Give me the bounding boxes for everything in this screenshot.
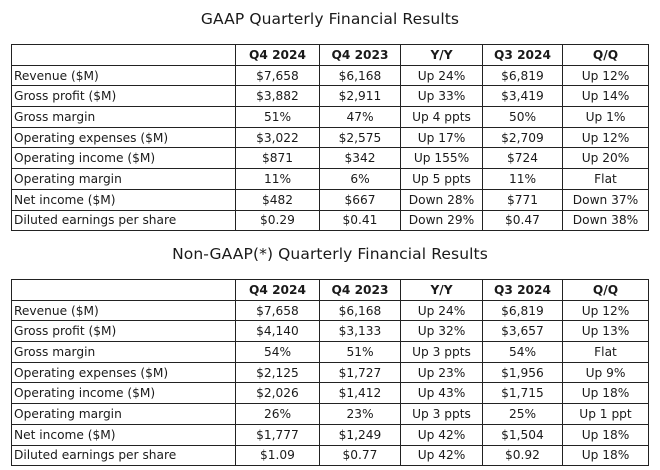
cell-q4-2024: $1,777 [236,424,320,445]
row-label: Gross margin [12,107,236,128]
table-row [12,107,649,128]
cell-q4-2024: $871 [236,148,320,169]
table-row [12,424,649,445]
cell-year-over-year: Down 28% [401,189,483,210]
cell-q4-2024: 11% [236,169,320,190]
cell-quarter-over-quarter: Flat [563,169,649,190]
row-label: Operating margin [12,169,236,190]
table-row [12,383,649,404]
column-header-quarter-over-quarter: Q/Q [563,45,649,66]
cell-q4-2023: $0.41 [320,210,401,231]
cell-year-over-year: Up 24% [401,300,483,321]
cell-year-over-year: Up 42% [401,445,483,466]
cell-q4-2024: $4,140 [236,321,320,342]
cell-quarter-over-quarter: Up 1 ppt [563,404,649,425]
row-label: Gross profit ($M) [12,321,236,342]
cell-q3-2024: 54% [483,342,563,363]
table-row [12,65,649,86]
cell-q4-2023: $2,911 [320,86,401,107]
cell-year-over-year: Up 42% [401,424,483,445]
cell-year-over-year: Down 29% [401,210,483,231]
table-row [12,342,649,363]
cell-q4-2023: $667 [320,189,401,210]
cell-year-over-year: Up 155% [401,148,483,169]
nongaap-section-title: Non-GAAP(*) Quarterly Financial Results [172,245,488,263]
table-row [12,445,649,466]
cell-q4-2024: 51% [236,107,320,128]
cell-quarter-over-quarter: Up 9% [563,362,649,383]
cell-q3-2024: $3,657 [483,321,563,342]
cell-q4-2023: 6% [320,169,401,190]
cell-q3-2024: $2,709 [483,127,563,148]
cell-q4-2023: $1,412 [320,383,401,404]
cell-quarter-over-quarter: Up 20% [563,148,649,169]
cell-q3-2024: 11% [483,169,563,190]
table-row [12,148,649,169]
cell-q3-2024: $1,715 [483,383,563,404]
cell-q4-2024: $3,882 [236,86,320,107]
cell-quarter-over-quarter: Up 18% [563,445,649,466]
cell-q3-2024: $0.92 [483,445,563,466]
cell-q4-2023: 51% [320,342,401,363]
row-label: Diluted earnings per share [12,445,236,466]
table-header-row [12,45,649,66]
cell-q4-2024: $482 [236,189,320,210]
cell-quarter-over-quarter: Up 12% [563,300,649,321]
cell-q4-2024: $0.29 [236,210,320,231]
cell-q4-2023: $6,168 [320,65,401,86]
cell-q3-2024: $1,504 [483,424,563,445]
cell-quarter-over-quarter: Flat [563,342,649,363]
cell-quarter-over-quarter: Up 18% [563,424,649,445]
cell-q4-2024: $7,658 [236,65,320,86]
row-label: Operating expenses ($M) [12,127,236,148]
cell-year-over-year: Up 24% [401,65,483,86]
row-label: Diluted earnings per share [12,210,236,231]
gaap-results-table [11,44,649,231]
cell-q3-2024: $771 [483,189,563,210]
cell-q3-2024: $1,956 [483,362,563,383]
table-row [12,362,649,383]
cell-q4-2023: $342 [320,148,401,169]
cell-quarter-over-quarter: Up 18% [563,383,649,404]
cell-quarter-over-quarter: Down 38% [563,210,649,231]
column-header-q3-2024: Q3 2024 [483,45,563,66]
column-header-q4-2023: Q4 2023 [320,280,401,301]
column-header-year-over-year: Y/Y [401,45,483,66]
cell-q4-2023: $1,727 [320,362,401,383]
cell-q4-2023: $3,133 [320,321,401,342]
table-row [12,189,649,210]
row-label: Operating income ($M) [12,148,236,169]
cell-q4-2023: $0.77 [320,445,401,466]
cell-year-over-year: Up 32% [401,321,483,342]
cell-year-over-year: Up 3 ppts [401,342,483,363]
cell-quarter-over-quarter: Down 37% [563,189,649,210]
cell-q4-2023: $1,249 [320,424,401,445]
cell-year-over-year: Up 4 ppts [401,107,483,128]
column-header-q4-2023: Q4 2023 [320,45,401,66]
column-header-q4-2024: Q4 2024 [236,45,320,66]
column-header-metric-label [12,45,236,66]
cell-q4-2023: 47% [320,107,401,128]
cell-quarter-over-quarter: Up 14% [563,86,649,107]
row-label: Revenue ($M) [12,65,236,86]
cell-q4-2024: 54% [236,342,320,363]
cell-quarter-over-quarter: Up 12% [563,127,649,148]
cell-quarter-over-quarter: Up 1% [563,107,649,128]
cell-q4-2024: 26% [236,404,320,425]
cell-year-over-year: Up 43% [401,383,483,404]
cell-q3-2024: 25% [483,404,563,425]
cell-q4-2024: $1.09 [236,445,320,466]
column-header-metric-label [12,280,236,301]
cell-q4-2024: $3,022 [236,127,320,148]
table-header-row [12,280,649,301]
column-header-q3-2024: Q3 2024 [483,280,563,301]
column-header-q4-2024: Q4 2024 [236,280,320,301]
cell-q4-2023: 23% [320,404,401,425]
cell-quarter-over-quarter: Up 13% [563,321,649,342]
column-header-year-over-year: Y/Y [401,280,483,301]
row-label: Operating income ($M) [12,383,236,404]
row-label: Operating margin [12,404,236,425]
table-row [12,321,649,342]
table-row [12,210,649,231]
row-label: Net income ($M) [12,189,236,210]
cell-q3-2024: $3,419 [483,86,563,107]
table-row [12,127,649,148]
table-row [12,86,649,107]
cell-q3-2024: $0.47 [483,210,563,231]
row-label: Gross profit ($M) [12,86,236,107]
cell-q4-2023: $6,168 [320,300,401,321]
cell-year-over-year: Up 33% [401,86,483,107]
cell-year-over-year: Up 3 ppts [401,404,483,425]
nongaap-results-table [11,279,649,466]
cell-year-over-year: Up 17% [401,127,483,148]
cell-q4-2023: $2,575 [320,127,401,148]
table-row [12,169,649,190]
cell-q3-2024: $724 [483,148,563,169]
cell-q4-2024: $7,658 [236,300,320,321]
cell-quarter-over-quarter: Up 12% [563,65,649,86]
cell-year-over-year: Up 5 ppts [401,169,483,190]
table-row [12,300,649,321]
cell-year-over-year: Up 23% [401,362,483,383]
cell-q3-2024: 50% [483,107,563,128]
row-label: Net income ($M) [12,424,236,445]
cell-q3-2024: $6,819 [483,65,563,86]
row-label: Operating expenses ($M) [12,362,236,383]
table-row [12,404,649,425]
gaap-section-title: GAAP Quarterly Financial Results [200,10,460,28]
cell-q3-2024: $6,819 [483,300,563,321]
cell-q4-2024: $2,125 [236,362,320,383]
row-label: Gross margin [12,342,236,363]
row-label: Revenue ($M) [12,300,236,321]
column-header-quarter-over-quarter: Q/Q [563,280,649,301]
cell-q4-2024: $2,026 [236,383,320,404]
